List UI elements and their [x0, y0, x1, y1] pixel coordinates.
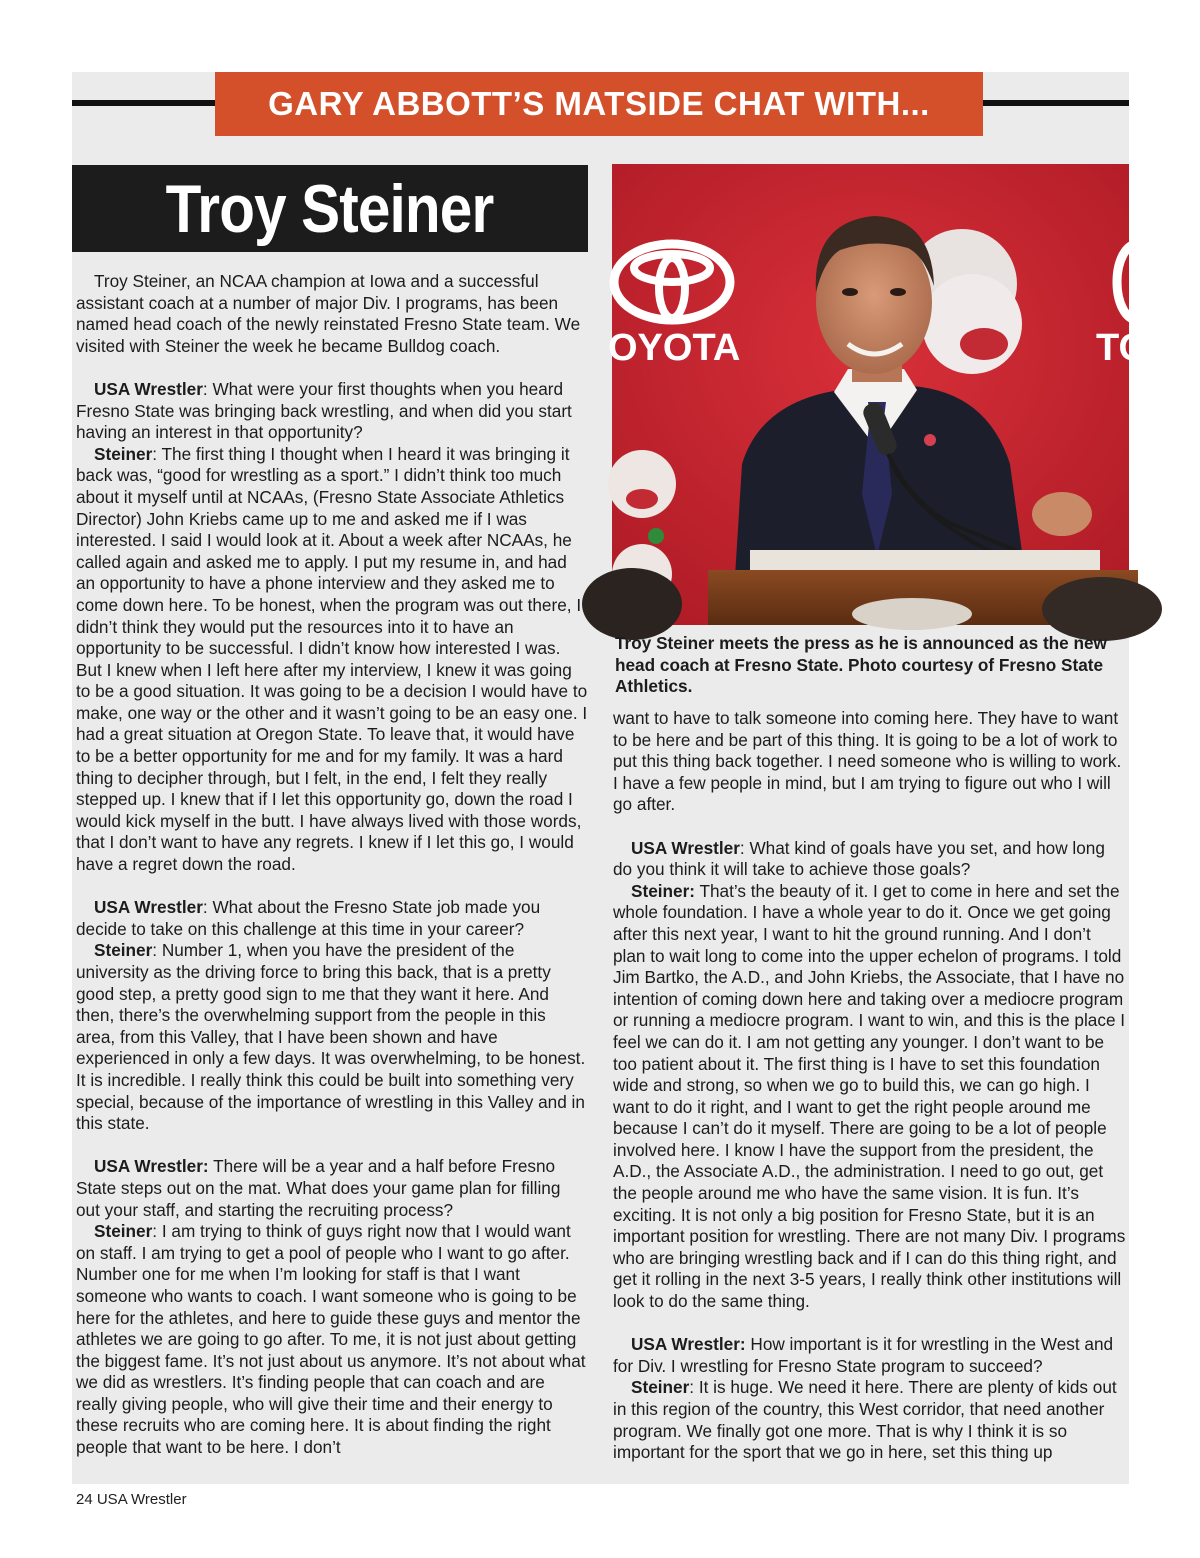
header-rule-right	[982, 100, 1129, 106]
name-bar	[72, 165, 588, 252]
backdrop-toyota-text: OYOTA	[608, 327, 741, 369]
answer-1	[76, 444, 588, 876]
question-text: : What were your first thoughts when you heard Fresno State was bringing back wrestling, and when did you start having an interest in that opportunity?	[76, 378, 572, 443]
answer-speaker: Steiner	[94, 443, 153, 464]
banner-title: GARY ABBOTT’S MATSIDE CHAT WITH...	[268, 85, 930, 122]
question-speaker: USA Wrestler:	[631, 1334, 746, 1355]
answer-text: : I am trying to think of guys right now that I would want on staff. I am trying to get a pool of people who I want to go after. Number one for me when I’m looking for staff is that I want someone who wants to coach. I want someone who is going to be here for the athletes, and here to guide these guys and mentor the athletes we are going to go after. To me, it is not just about getting the biggest fame. It’s not just about us anymore. It’s not about what we did as wrestlers. It’s finding people that can coach and are really giving people, who will give their time and their energy to these recruits who are coming here. It is about finding the right people that want to be here. I don’t	[76, 1221, 586, 1458]
answer-2	[76, 940, 588, 1134]
question-text: : What kind of goals have you set, and how long do you think it will take to achieve those goals?	[613, 837, 1105, 880]
answer-4	[613, 881, 1127, 1313]
question-speaker: USA Wrestler:	[94, 1156, 209, 1177]
answer-speaker: Steiner	[631, 1377, 690, 1398]
coach-photo	[608, 164, 1149, 625]
article-column-right	[613, 708, 1127, 1464]
answer-speaker: Steiner	[94, 1221, 153, 1242]
answer-speaker: Steiner:	[631, 880, 695, 901]
answer-5	[613, 1377, 1127, 1463]
backdrop-toyota-text-right: TO	[1096, 327, 1149, 369]
answer-text: : Number 1, when you have the president of the university as the driving force to bring this back, that is a pretty good step, a pretty good sign to me that they want it here. And then, there’s the overwhelming support from the people in this area, from this Valley, that I have been shown and have experienced in only a few days. It was overwhelming, to be honest. It is incredible. I really think this could be built into something very special, because of the importance of wrestling in this Valley and in this state.	[76, 940, 586, 1134]
question-4	[613, 838, 1127, 881]
question-text: : What about the Fresno State job made you decide to take on this challenge at this time in your career?	[76, 897, 541, 939]
question-5	[613, 1334, 1127, 1377]
article-title: Troy Steiner	[166, 170, 494, 247]
answer-text: : It is huge. We need it here. There are plenty of kids out in this region of the country, this West corridor, that need another program. We finally got one more. That is why I think it is so important for the sport that we go in here, set this thing up	[613, 1377, 1117, 1463]
page-footer: 24 USA Wrestler	[76, 1491, 187, 1508]
intro-paragraph: Troy Steiner, an NCAA champion at Iowa and a successful assistant coach at a number of major Div. I programs, has been named head coach of the newly reinstated Fresno State team. We visited with Steiner the week he became Bulldog coach.	[76, 271, 581, 356]
question-speaker: USA Wrestler	[94, 378, 203, 399]
answer-speaker: Steiner	[94, 940, 153, 961]
question-2	[76, 897, 588, 940]
question-speaker: USA Wrestler	[631, 837, 740, 858]
photo-caption: Troy Steiner meets the press as he is announced as the new head coach at Fresno State. Photo courtesy of Fresno State Athletics.	[615, 633, 1107, 697]
article-column-left	[76, 271, 588, 1459]
answer-text: : The first thing I thought when I heard it was bringing it back was, “good for wrestling as a sport.” I didn’t think too much about it myself until at NCAAs, (Fresno State Associate Athletics Director) John Kriebs came up to me and asked me if I was interested. I said I would look at it. About a week after NCAAs, he called again and asked me to apply. I put my resume in, and had an opportunity to have a phone interview and they asked me to come down here. To be honest, when the program was out there, I didn’t think they would put the resources into it to have an opportunity to be successful. I didn’t know how interested I was. But I knew when I left here after my interview, I knew it was going to be a good situation. It was going to be a decision I would have to make, one way or the other and it wasn’t going to be an easy one. I had a great situation at Oregon State. To leave that, it would have to be a better opportunity for me and for my family. It was a hard thing to decipher through, but I felt, in the end, I felt they really stepped up. I knew that if I let this opportunity go, down the road I would kick myself in the butt. I have always lived with those words, that I don’t want to have any regrets. I knew if I let this go, I would have a regret down the road.	[76, 443, 588, 875]
answer-text: That’s the beauty of it. I get to come in here and set the whole foundation. I have a whole year to do it. Once we get going after this next year, I want to hit the ground running. And I don’t plan to wait long to come into the upper echelon of programs. I told Jim Bartko, the A.D., and John Kriebs, the Associate, that I have no intention of coming down here and taking over a mediocre program or running a mediocre program. I want to win, and this is the place I feel we can do it. I am not getting any younger. I don’t want to be too patient about it. The first thing is I have to set this foundation wide and strong, so when we go to build this, we can go high. I want to do it right, and I want to get the right people around me because I can’t do it myself. There are going to be a lot of people involved here. I know I have the support from the president, the A.D., the Associate A.D., the administration. I need to go out, get the people around me who have the same vision. It is fun. It’s exciting. It is not only a big position for Fresno State, but it is an important position for wrestling. There are not many Div. I programs who are bringing wrestling back and if I can do this thing right, and get it rolling in the next 3-5 years, I really think other institutions will look to do the same thing.	[613, 880, 1126, 1312]
question-text: How important is it for wrestling in the West and for Div. I wrestling for Fresno State program to succeed?	[613, 1334, 1114, 1376]
header-rule-left	[72, 100, 218, 106]
question-3	[76, 1156, 588, 1221]
question-1	[76, 379, 588, 444]
question-speaker: USA Wrestler	[94, 897, 203, 918]
header-banner	[215, 72, 983, 136]
answer-3	[76, 1221, 588, 1459]
answer-3-continued: want to have to talk someone into coming here. They have to want to be here and be part of this thing. It is going to be a lot of work to put this thing back together. I need someone who is willing to work. I have a few people in mind, but I am trying to figure out who I will go after.	[613, 708, 1122, 815]
question-text: There will be a year and a half before Fresno State steps out on the mat. What does your game plan for filling out your staff, and starting the recruiting process?	[76, 1156, 561, 1220]
